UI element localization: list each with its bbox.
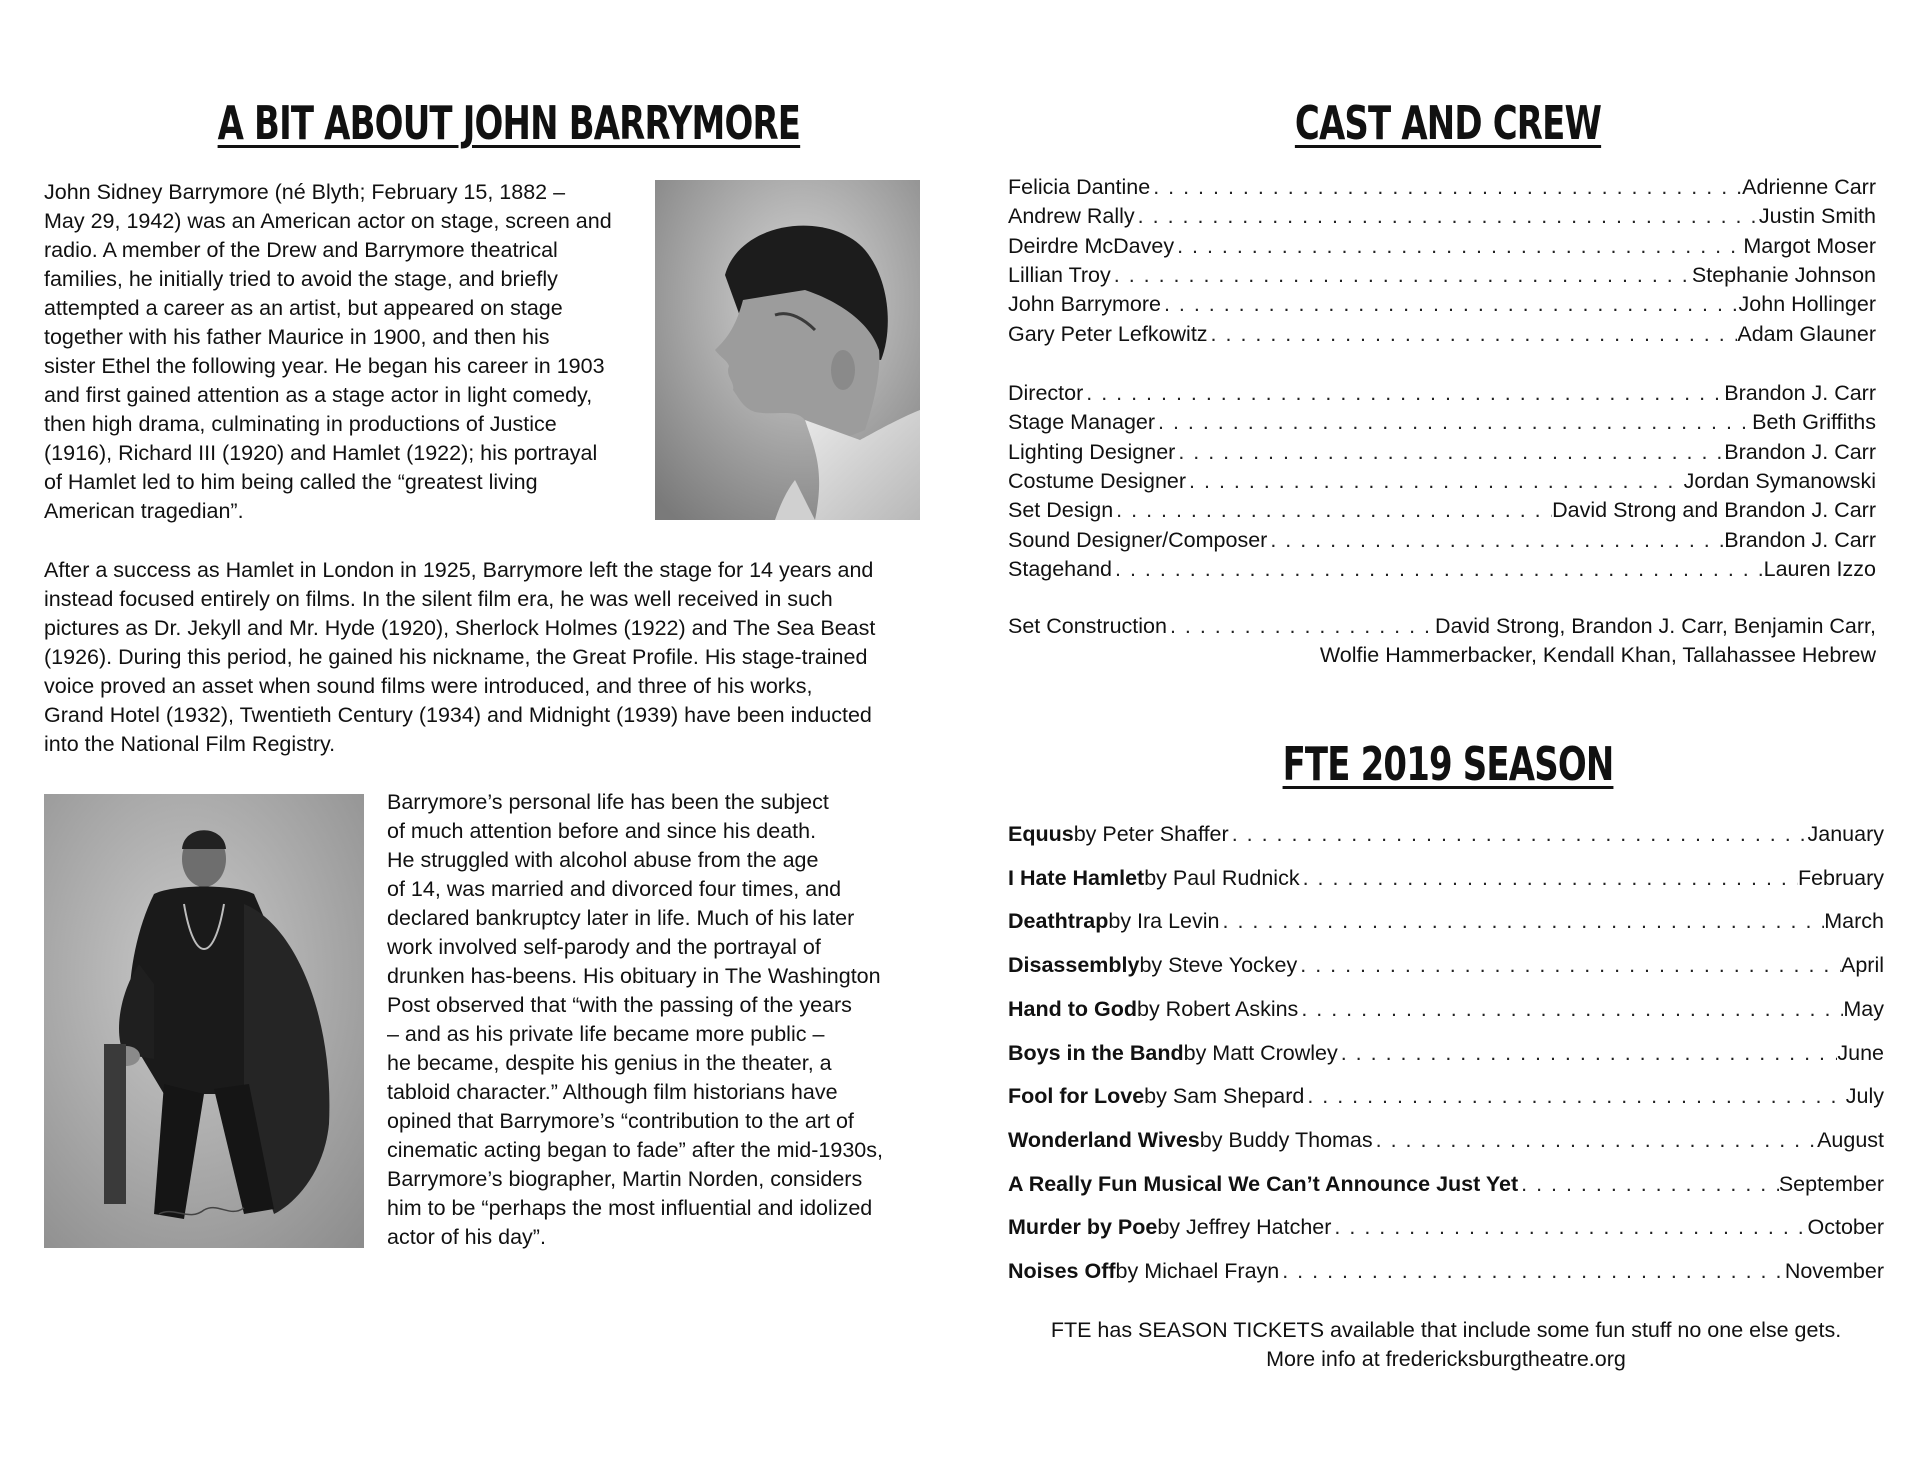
season-show-row <box>1008 866 1884 896</box>
text-line: He struggled with alcohol abuse from the age <box>387 848 819 872</box>
bio-paragraph-2 <box>44 556 924 759</box>
credit-name: John Hollinger <box>1738 292 1876 317</box>
credit-name: Lauren Izzo <box>1763 556 1876 581</box>
credit-role: Andrew Rally <box>1008 204 1135 229</box>
credit-role: Sound Designer/Composer <box>1008 527 1268 552</box>
credit-role: Stage Manager <box>1008 410 1156 435</box>
credit-row <box>1008 528 1876 557</box>
dot-leader <box>1161 292 1739 317</box>
credit-role: Gary Peter Lefkowitz <box>1008 321 1208 346</box>
dot-leader <box>1135 204 1759 229</box>
text-line: he became, despite his genius in the theater, a <box>387 1051 832 1075</box>
text-line: voice proved an asset when sound films were introduced, and three of his works, <box>44 674 813 698</box>
credit-name: Brandon J. Carr <box>1724 527 1876 552</box>
text-line: him to be “perhaps the most influential and idolized <box>387 1196 873 1220</box>
text-line: of Hamlet led to him being called the “greatest living <box>44 470 538 494</box>
dot-leader <box>1186 469 1684 494</box>
dot-leader <box>1267 528 1724 553</box>
show-author: by Paul Rudnick <box>1144 865 1300 890</box>
text-line: of much attention before and since his death. <box>387 819 817 843</box>
bio-paragraph-1 <box>44 178 654 526</box>
credit-row <box>1008 263 1876 292</box>
credit-name: Beth Griffiths <box>1752 410 1876 435</box>
show-author: by Robert Askins <box>1136 996 1299 1021</box>
credit-row <box>1008 557 1876 586</box>
season-show-row <box>1008 997 1884 1027</box>
show-author: by Michael Frayn <box>1115 1259 1280 1283</box>
show-author: by Buddy Thomas <box>1199 1127 1373 1152</box>
dot-leader <box>1338 1041 1838 1066</box>
text-line: instead focused entirely on films. In the silent film era, he was well received in such <box>44 587 833 611</box>
text-line: into the National Film Registry. <box>44 732 336 756</box>
text-line: John Sidney Barrymore (né Blyth; February 15, 1882 – <box>44 180 566 204</box>
show-month: November <box>1784 1259 1884 1283</box>
show-title: Hand to God <box>1008 996 1137 1021</box>
show-author: by Sam Shepard <box>1144 1084 1305 1109</box>
credit-row <box>1008 498 1876 527</box>
dot-leader <box>1112 557 1764 582</box>
credit-name: Margot Moser <box>1743 233 1876 258</box>
show-month: October <box>1807 1215 1884 1240</box>
show-title: Equus <box>1008 822 1074 846</box>
text-line: sister Ethel the following year. He began his career in 1903 <box>44 354 605 378</box>
credit-role: Felicia Dantine <box>1008 175 1151 199</box>
text-line: radio. A member of the Drew and Barrymore theatrical <box>44 238 558 262</box>
text-line: Grand Hotel (1932), Twentieth Century (1934) and Midnight (1939) have been inducted <box>44 703 872 727</box>
credit-role: Set Design <box>1008 498 1114 523</box>
season-show-row <box>1008 1259 1884 1289</box>
text-line: together with his father Maurice in 1900, and then his <box>44 325 550 349</box>
season-show-row <box>1008 1041 1884 1071</box>
dot-leader <box>1113 498 1552 523</box>
crew-name: David Strong, Brandon J. Carr, Benjamin Carr, <box>1435 614 1876 638</box>
text-line: drunken has-beens. His obituary in The Washington <box>387 964 881 988</box>
credit-row <box>1008 440 1876 469</box>
text-line: – and as his private life became more public – <box>387 1022 825 1046</box>
show-author: by Peter Shaffer <box>1073 822 1229 846</box>
dot-leader <box>1175 440 1724 465</box>
text-line: tabloid character.” Although film historians have <box>387 1080 838 1104</box>
dot-leader <box>1279 1259 1785 1284</box>
dot-leader <box>1150 175 1742 200</box>
dot-leader <box>1298 997 1843 1022</box>
credit-role: Lillian Troy <box>1008 262 1111 287</box>
text-line: cinematic acting began to fade” after the mid-1930s, <box>387 1138 883 1162</box>
show-author: by Ira Levin <box>1108 909 1220 934</box>
dot-leader <box>1304 1084 1845 1109</box>
dot-leader <box>1229 822 1808 847</box>
text-line: declared bankruptcy later in life. Much of his later <box>387 906 855 930</box>
bio-paragraph-3 <box>387 788 927 1252</box>
barrymore-hamlet-photo <box>44 794 364 1248</box>
text-line: then high drama, culminating in productions of Justice <box>44 412 557 436</box>
credit-name: Stephanie Johnson <box>1691 262 1876 287</box>
text-line: work involved self-parody and the portrayal of <box>387 935 821 959</box>
show-month: July <box>1845 1084 1884 1109</box>
show-month: August <box>1817 1127 1884 1152</box>
season-show-row <box>1008 822 1884 852</box>
dot-leader <box>1331 1215 1807 1240</box>
dot-leader <box>1083 381 1724 406</box>
credit-row <box>1008 469 1876 498</box>
dot-leader <box>1208 322 1738 347</box>
credit-role: Stagehand <box>1008 556 1113 581</box>
dot-leader <box>1297 953 1841 978</box>
dot-leader <box>1174 234 1743 259</box>
text-line: families, he initially tried to avoid the stage, and briefly <box>44 267 558 291</box>
dot-leader <box>1518 1172 1779 1197</box>
dot-leader <box>1167 614 1435 639</box>
show-month: September <box>1778 1171 1884 1196</box>
credit-role: Lighting Designer <box>1008 439 1176 464</box>
show-title: Murder by Poe <box>1008 1215 1158 1240</box>
set-construction-row <box>1008 614 1876 643</box>
credit-name: Adrienne Carr <box>1742 175 1876 199</box>
season-show-row <box>1008 1084 1884 1114</box>
credit-role: Costume Designer <box>1008 468 1187 493</box>
show-author: by Matt Crowley <box>1183 1040 1338 1065</box>
season-heading: FTE 2019 SEASON <box>1282 737 1614 791</box>
credit-row <box>1008 204 1876 233</box>
credit-row <box>1008 175 1876 204</box>
season-show-row <box>1008 1172 1884 1202</box>
text-line: opined that Barrymore’s “contribution to the art of <box>387 1109 854 1133</box>
text-line: Barrymore’s personal life has been the subject <box>387 790 829 814</box>
show-title: Fool for Love <box>1008 1084 1145 1109</box>
text-line: of 14, was married and divorced four times, and <box>387 877 842 901</box>
text-line: actor of his day”. <box>387 1225 546 1249</box>
credit-name: Brandon J. Carr <box>1724 381 1876 405</box>
text-line: attempted a career as an artist, but appeared on stage <box>44 296 563 320</box>
dot-leader <box>1373 1128 1817 1153</box>
text-line: May 29, 1942) was an American actor on stage, screen and <box>44 209 612 233</box>
show-month: May <box>1843 996 1884 1021</box>
credit-row <box>1008 410 1876 439</box>
show-title: Disassembly <box>1008 953 1140 978</box>
dot-leader <box>1111 263 1692 288</box>
season-show-row <box>1008 1128 1884 1158</box>
season-show-row <box>1008 953 1884 983</box>
credit-role: Director <box>1008 381 1084 405</box>
text-line: After a success as Hamlet in London in 1925, Barrymore left the stage for 14 years and <box>44 558 874 582</box>
credit-row <box>1008 234 1876 263</box>
dot-leader <box>1220 909 1825 934</box>
show-title: A Really Fun Musical We Can’t Announce Just Yet <box>1008 1171 1519 1196</box>
show-title: Boys in the Band <box>1008 1040 1184 1065</box>
show-month: February <box>1797 865 1884 890</box>
credit-role: Deirdre McDavey <box>1008 233 1175 258</box>
text-line: pictures as Dr. Jekyll and Mr. Hyde (1920), Sherlock Holmes (1922) and The Sea Beast <box>44 616 876 640</box>
show-title: Deathtrap <box>1008 909 1109 934</box>
text-line: Barrymore’s biographer, Martin Norden, considers <box>387 1167 863 1191</box>
show-month: January <box>1807 822 1884 846</box>
credit-name: David Strong and Brandon J. Carr <box>1552 498 1876 523</box>
text-line: American tragedian”. <box>44 499 244 523</box>
credit-name: Brandon J. Carr <box>1724 439 1876 464</box>
crew-role: Set Construction <box>1008 614 1167 638</box>
credit-row <box>1008 292 1876 321</box>
credit-name: Justin Smith <box>1758 204 1876 229</box>
credit-name: Adam Glauner <box>1737 321 1876 346</box>
credit-row <box>1008 381 1876 410</box>
show-title: I Hate Hamlet <box>1008 865 1145 890</box>
text-line: (1926). During this period, he gained his nickname, the Great Profile. His stage-trained <box>44 645 868 669</box>
show-author: by Steve Yockey <box>1139 953 1298 978</box>
text-line: and first gained attention as a stage actor in light comedy, <box>44 383 593 407</box>
show-month: March <box>1824 909 1884 934</box>
more-info-link[interactable]: More info at fredericksburgtheatre.org <box>1266 1347 1626 1371</box>
season-tickets-note: FTE has SEASON TICKETS available that include some fun stuff no one else gets. <box>1050 1318 1842 1342</box>
credit-row <box>1008 322 1876 351</box>
show-title: Wonderland Wives <box>1008 1127 1200 1152</box>
show-author: by Jeffrey Hatcher <box>1157 1215 1332 1240</box>
text-line: Post observed that “with the passing of the years <box>387 993 852 1017</box>
credit-role: John Barrymore <box>1008 292 1161 317</box>
cast-crew-heading: CAST AND CREW <box>1294 96 1602 150</box>
set-construction-names-line2: Wolfie Hammerbacker, Kendall Khan, Tallahassee Hebrew <box>1319 643 1876 667</box>
credit-name: Jordan Symanowski <box>1683 468 1876 493</box>
show-month: April <box>1840 953 1884 978</box>
dot-leader <box>1300 866 1798 891</box>
show-month: June <box>1837 1040 1884 1065</box>
barrymore-profile-photo <box>655 180 920 520</box>
season-show-row <box>1008 909 1884 939</box>
season-show-row <box>1008 1215 1884 1245</box>
about-heading: A BIT ABOUT JOHN BARRYMORE <box>217 96 801 150</box>
text-line: (1916), Richard III (1920) and Hamlet (1922); his portrayal <box>44 441 598 465</box>
dot-leader <box>1155 410 1752 435</box>
show-title: Noises Off <box>1008 1259 1116 1283</box>
